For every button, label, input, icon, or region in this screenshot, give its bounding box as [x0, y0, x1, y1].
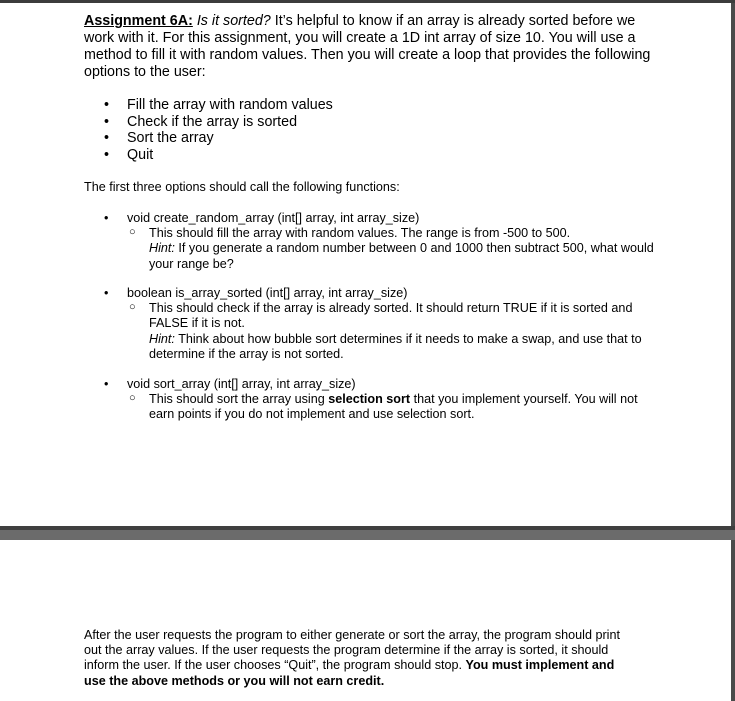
bullet-circle-icon: ○	[129, 301, 136, 314]
function-hint	[104, 241, 664, 271]
function-signature: • void sort_array (int[] array, int array_size)	[104, 377, 664, 392]
final-instructions-paragraph	[84, 628, 634, 689]
bullet-circle-icon: ○	[129, 392, 136, 405]
function-is-array-sorted	[104, 286, 664, 362]
function-description-text: This should fill the array with random values. The range is from -500 to 500.	[149, 226, 571, 241]
hint-text: If you generate a random number between 0 and 1000 then subtract 500, what would your range be?	[149, 241, 654, 271]
bullet-circle-icon: ○	[129, 226, 136, 239]
function-hint	[104, 332, 664, 362]
function-description	[104, 301, 664, 331]
function-create-random-array	[104, 211, 664, 272]
function-description-text: This should check if the array is already sorted. It should return TRUE if it is sorted and FALSE if it is not.	[149, 301, 633, 331]
assignment-question: Is it sorted?	[196, 13, 271, 29]
list-item: • Sort the array	[104, 130, 674, 147]
function-sort-array	[104, 377, 664, 423]
page-separator-shadow	[0, 526, 735, 530]
assignment-title: Assignment 6A:	[84, 13, 193, 29]
menu-options-list	[104, 97, 674, 163]
function-signature: • boolean is_array_sorted (int[] array, int array_size)	[104, 286, 664, 301]
page-separator	[0, 526, 735, 540]
hint-label: Hint:	[149, 241, 175, 256]
function-description	[104, 226, 664, 241]
function-description-post: that you implement yourself. You will not earn points if you do not implement and use selection sort.	[149, 392, 638, 422]
function-description	[104, 392, 664, 422]
list-item: • Check if the array is sorted	[104, 114, 674, 131]
document-page-1	[0, 3, 735, 526]
function-description-pre: This should sort the array using	[149, 392, 329, 407]
document-page-2	[0, 540, 735, 701]
hint-label: Hint:	[149, 331, 175, 346]
list-item: • Fill the array with random values	[104, 97, 674, 114]
function-description-bold: selection sort	[328, 392, 411, 407]
hint-text: Think about how bubble sort determines if it needs to make a swap, and use that to determine if the array is not sorted.	[149, 331, 642, 361]
final-instructions-text: After the user requests the program to either generate or sort the array, the program should print out the array values. If the user requests the program determine if the array is sorted, it should inform the user. If the user chooses “Quit”, the program should stop.	[84, 628, 620, 673]
function-signature: • void create_random_array (int[] array, int array_size)	[104, 211, 664, 226]
final-instructions-bold: You must implement and use the above methods or you will not earn credit.	[84, 658, 615, 688]
assignment-intro-text: It’s helpful to know if an array is already sorted before we work with it. For this assignment, you will create a 1D int array of size 10. You will use a method to fill it with random values. Then you will create a loop that provides the following options to the user:	[84, 13, 651, 80]
assignment-intro-paragraph	[84, 13, 654, 81]
functions-intro-text: The first three options should call the following functions:	[84, 180, 400, 194]
list-item: • Quit	[104, 147, 674, 164]
